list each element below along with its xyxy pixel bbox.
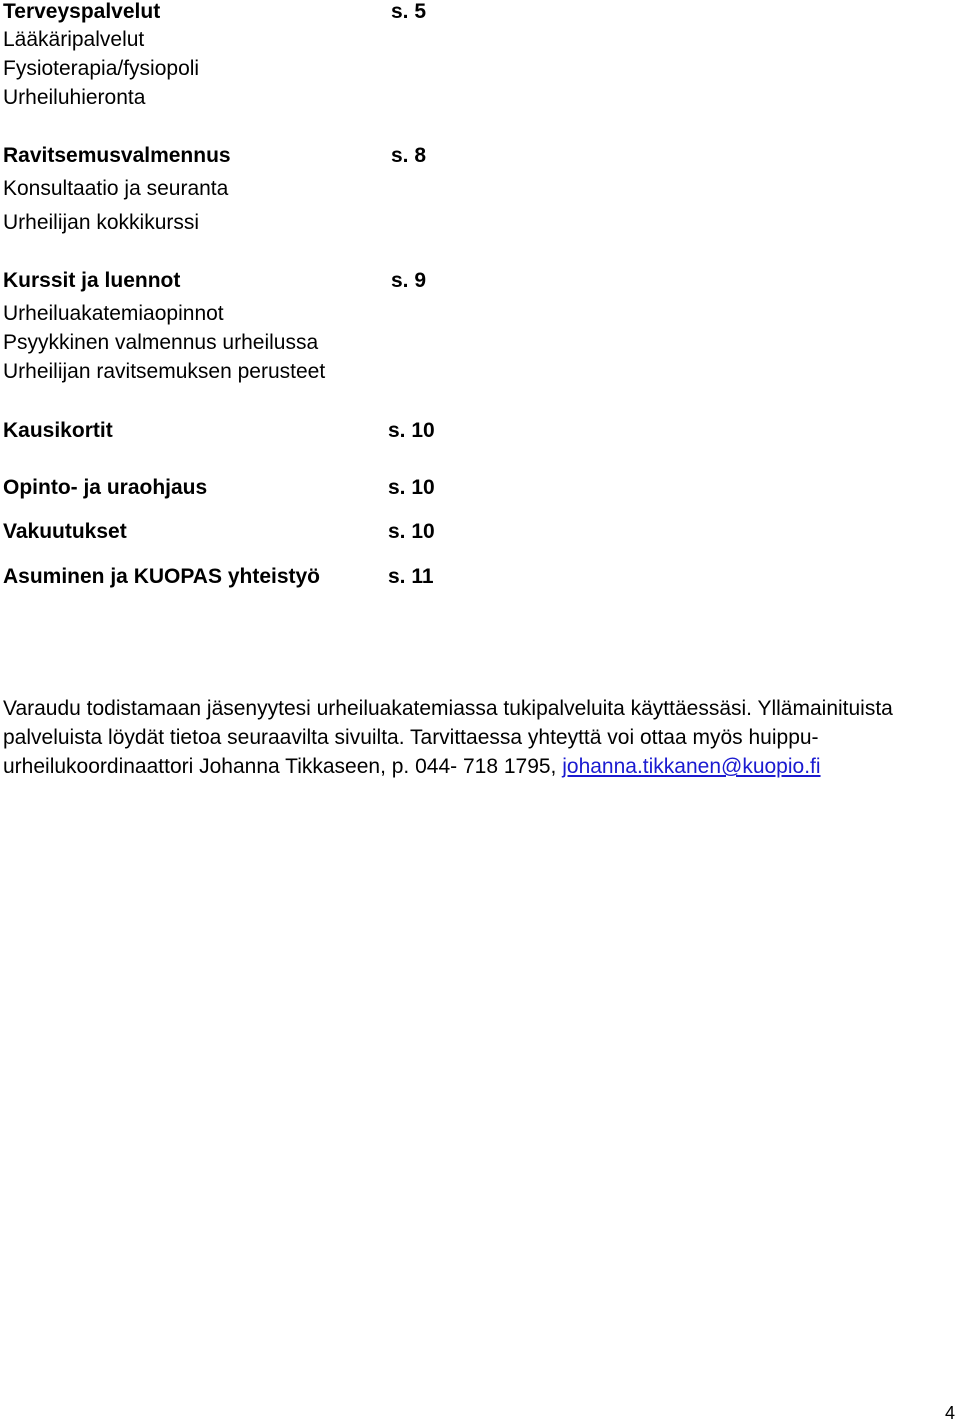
- section-heading-vakuutukset: Vakuutukset: [3, 520, 127, 543]
- section-heading-ravitsemusvalmennus: Ravitsemusvalmennus: [3, 144, 231, 167]
- list-item: Urheiluhieronta: [3, 86, 146, 109]
- list-item: Urheiluakatemiaopinnot: [3, 302, 224, 325]
- page-ref-kurssit-ja-luennot: s. 9: [391, 269, 427, 292]
- paragraph-line-1: Varaudu todistamaan jäsenyytesi urheiluakatemiassa tukipalveluita käyttäessäsi. Yllämainituista: [3, 697, 893, 720]
- email-link[interactable]: johanna.tikkanen@kuopio.fi: [562, 755, 821, 778]
- section-heading-asuminen-ja-kuopas: Asuminen ja KUOPAS yhteistyö: [3, 565, 321, 588]
- page-ref-terveyspalvelut: s. 5: [391, 0, 427, 23]
- list-item: Urheilijan ravitsemuksen perusteet: [3, 360, 326, 383]
- list-item: Konsultaatio ja seuranta: [3, 177, 229, 200]
- page-number: 4: [944, 1403, 955, 1423]
- paragraph-line-3-text: urheilukoordinaattori Johanna Tikkaseen, p. 044- 718 1795,: [3, 755, 563, 778]
- page-ref-opinto-ja-uraohjaus: s. 10: [388, 476, 435, 499]
- page-ref-kausikortit: s. 10: [388, 419, 435, 442]
- paragraph-line-2: palveluista löydät tietoa seuraavilta sivuilta. Tarvittaessa yhteyttä voi ottaa myös huippu-: [3, 726, 819, 749]
- page-ref-ravitsemusvalmennus: s. 8: [391, 144, 427, 167]
- section-heading-terveyspalvelut: Terveyspalvelut: [3, 0, 161, 23]
- section-heading-kurssit-ja-luennot: Kurssit ja luennot: [3, 269, 181, 292]
- list-item: Lääkäripalvelut: [3, 28, 145, 51]
- paragraph-line-3: [3, 752, 821, 781]
- page-ref-vakuutukset: s. 10: [388, 520, 435, 543]
- section-heading-kausikortit: Kausikortit: [3, 419, 113, 442]
- list-item: Fysioterapia/fysiopoli: [3, 57, 200, 80]
- section-heading-opinto-ja-uraohjaus: Opinto- ja uraohjaus: [3, 476, 208, 499]
- list-item: Psyykkinen valmennus urheilussa: [3, 331, 319, 354]
- list-item: Urheilijan kokkikurssi: [3, 211, 200, 234]
- page-ref-asuminen-ja-kuopas: s. 11: [388, 565, 434, 588]
